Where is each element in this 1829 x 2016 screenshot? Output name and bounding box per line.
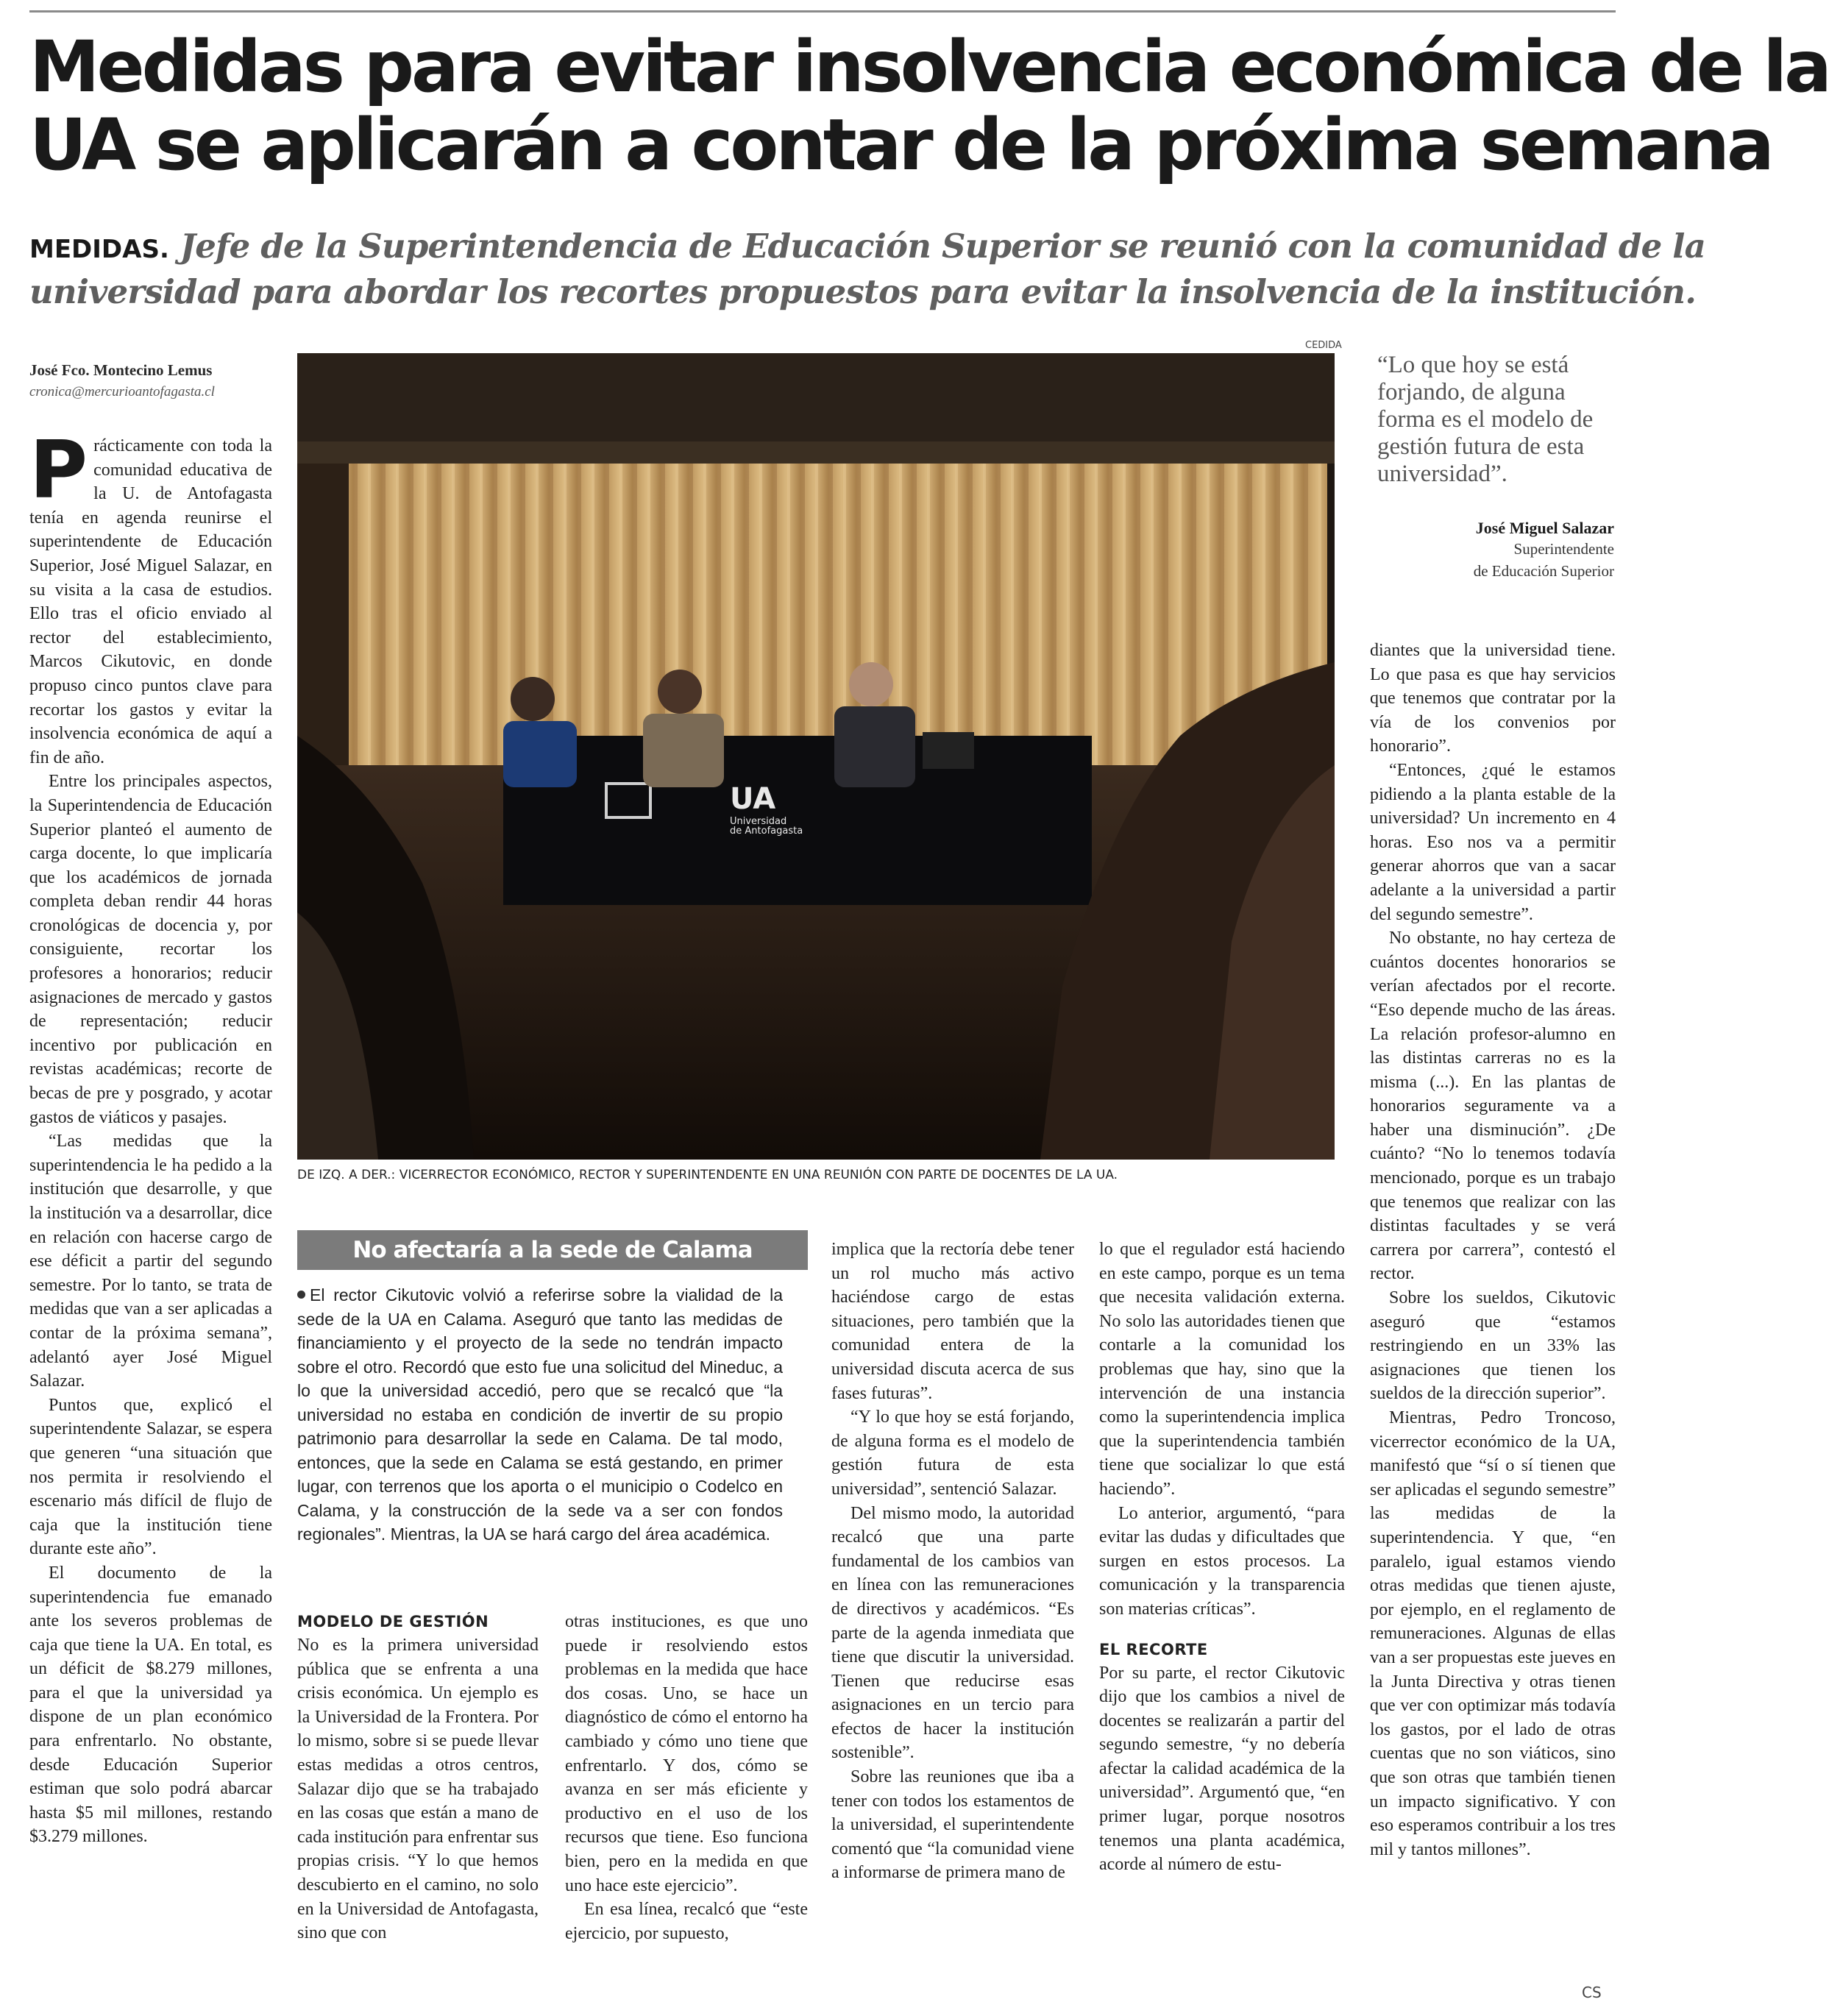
- headline-line-1: Medidas para evitar insolvencia económica de la: [29, 26, 1829, 108]
- pull-quote-text: “Lo que hoy se está forjando, de alguna forma es el modelo de gestión futura de esta universidad”.: [1377, 352, 1594, 487]
- deck-line-1: [29, 225, 1705, 271]
- byline: [29, 359, 280, 403]
- drop-cap: P: [29, 425, 88, 517]
- paragraph: “Y lo que hoy se está forjando, de alguna forma es el modelo de gestión futura de esta universidad”, sentenció Salazar.: [831, 1408, 1074, 1499]
- pull-quote-attribution: José Miguel Salazar: [1475, 519, 1614, 537]
- paragraph: No es la primera universidad pública que se enfrenta a una crisis económica. Un ejemplo es la Universidad de la Frontera. Por lo mismo, sobre si se puede llevar estas medidas a otros centros, Salazar dijo que se ha trabajado en las cosas que están a mano de cada institución para enfrentar sus propias crisis. “Y lo que hemos descubierto en el camino, no solo en la Universidad de Antofagasta, sino que con: [297, 1636, 539, 1943]
- paragraph: diantes que la universidad tiene. Lo que pasa es que hay servicios que tenemos que contratar por la vía de los convenios por honorario”.: [1370, 641, 1616, 756]
- sidebar-box-title: No afectaría a la sede de Calama: [297, 1230, 808, 1270]
- author-email[interactable]: cronica@mercurioantofagasta.cl: [29, 384, 215, 400]
- paragraph: Entre los principales aspectos, la Superintendencia de Educación Superior planteó el aumento de carga docente, lo que implicaría que los académicos de jornada completa deban rendir 44 horas cronológicas de docencia y, por consiguiente, recortar los profesores a honorarios; reducir asignaciones de mercado y gastos de representación; reducir incentivo por publicación en revistas académicas; recorte de becas de pre y posgrado, y acotar gastos de viáticos y pasajes.: [29, 772, 272, 1127]
- paragraph: Lo anterior, argumentó, “para evitar las dudas y dificultades que surgen en estos procesos. La comunicación y la transparencia son materias críticas”.: [1099, 1503, 1345, 1619]
- article-photo: [297, 353, 1335, 1160]
- logo-line-2: de Antofagasta: [730, 826, 803, 837]
- photo-caption: DE IZQ. A DER.: VICERRECTOR ECONÓMICO, RECTOR Y SUPERINTENDENTE EN UNA REUNIÓN CON PARTE DE DOCENTES DE LA UA.: [297, 1168, 1118, 1182]
- photo-credit: CEDIDA: [1305, 340, 1342, 351]
- article-column-1: [29, 425, 272, 1979]
- paragraph: otras instituciones, es que uno puede ir resolviendo estos problemas en la medida que hace dos cosas. Uno, se hace un diagnóstico de cómo el entorno ha cambiado y cómo uno tiene que enfrentarlo. Y dos, cómo se avanza en ser más eficiente y productivo en el uso de los recursos que tiene. Eso funciona bien, pero en la medida en que uno hace este ejercicio”.: [565, 1612, 808, 1895]
- paragraph: implica que la rectoría debe tener un rol mucho más activo haciéndose cargo de estas situaciones, pero también que la comunidad entera de la universidad discuta acerca de sus fases futuras”.: [831, 1240, 1074, 1403]
- sidebar-box-text: [297, 1283, 783, 1547]
- bullet-icon: [297, 1291, 305, 1299]
- deck: [29, 225, 1705, 313]
- paragraph: Mientras, Pedro Troncoso, vicerrector económico de la UA, manifestó que “sí o sí tienen que ser aplicadas el segundo semestre” las medidas de la superintendencia. Y que, “en paralelo, igual estamos viendo otras medidas que tienen ajuste, por ejemplo, en el reglamento de remuneraciones. Algunas de ellas van a ser propuestas este jueves en la Junta Directiva y otras tienen que ver con optimizar más todavía los gastos, por el lado de otras cuentas que no son viáticos, sino que son otras que también tienen un impacto significativo. Y con eso esperamos contribuir a los tres mil y tantos millones”.: [1370, 1408, 1616, 1859]
- article-column-d: [1099, 1238, 1345, 1985]
- paragraph: Sobre los sueldos, Cikutovic aseguró que “estamos restringiendo en un 33% las asignaciones que tienen los sueldos de la dirección superior”.: [1370, 1288, 1616, 1404]
- paragraph: lo que el regulador está haciendo en este campo, porque es un tema que necesita validación externa. No solo las autoridades tienen que contarle a la comunidad los problemas que hay, sino que la intervención de una instancia como la superintendencia implica que la superintendencia también tiene que socializar lo que está haciendo”.: [1099, 1240, 1345, 1499]
- article-column-c: [831, 1238, 1074, 1985]
- pull-quote: [1377, 352, 1614, 582]
- university-logo: [730, 784, 803, 836]
- author-name: José Fco. Montecino Lemus: [29, 361, 213, 379]
- end-mark-icon: CS: [1582, 1984, 1602, 2001]
- paragraph: El documento de la superintendencia fue emanado ante los severos problemas de caja que tiene la UA. En total, es un déficit de $8.279 millones, para el que la universidad ya dispone de un plan económico para enfrentarlo. No obstante, desde Educación Superior estiman que solo podrá abarcar hasta $5 mil millones, restando $3.279 millones.: [29, 1563, 272, 1847]
- sidebar-box-body: El rector Cikutovic volvió a referirse sobre la vialidad de la sede de la UA en Calama. Aseguró que tanto las medidas de financiamiento y el proyecto de la sede no tendrán impacto sobre el otro. Recordó que esto fue una solicitud del Mineduc, a lo que la universidad accedió, pero que se recalcó que “la universidad no estaba en condición de invertir de su propio patrimonio para desarrollar la sede en Calama. De tal modo, entonces, que la sede en Calama se está gestando, en primer lugar, con terrenos que los aporta o el municipio o Codelco en Calama, y la construcción de la sede va a ser con fondos regionales”. Mientras, la UA se hará cargo del área académica.: [297, 1285, 783, 1544]
- article-column-a: [297, 1610, 539, 1985]
- paragraph: “Las medidas que la superintendencia le ha pedido a la institución que desarrolle, y que la institución va a desarrollar, dice en relación con hacerse cargo de ese déficit a partir del segundo semestre. Por lo tanto, se trata de medidas que van a ser aplicadas a contar de la próxima semana”, adelantó ayer José Miguel Salazar.: [29, 1132, 272, 1391]
- paragraph: Puntos que, explicó el superintendente Salazar, se espera que generen “una situación que nos permita ir resolviendo el escenario más difícil de flujo de caja que la institución tiene durante este año”.: [29, 1395, 272, 1559]
- top-rule: [29, 10, 1616, 13]
- headline-line-2: UA se aplicarán a contar de la próxima semana: [29, 104, 1772, 186]
- paragraph: “Entonces, ¿qué le estamos pidiendo a la planta estable de la universidad? Un incremento en 4 horas. Eso nos va a permitir generar ahorros que van a sacar adelante a la universidad a partir del segundo semestre”.: [1370, 760, 1616, 924]
- article-column-right: [1370, 639, 1616, 1985]
- headline: [29, 26, 1829, 186]
- paragraph: Sobre las reuniones que iba a tener con todos los estamentos de la universidad, el superintendente comentó que “la comunidad viene a informarse de primera mano de: [831, 1767, 1074, 1883]
- deck-line-2: universidad para abordar los recortes propuestos para evitar la insolvencia de la institución.: [29, 272, 1697, 311]
- paragraph: En esa línea, recalcó que “este ejercicio, por supuesto,: [565, 1900, 808, 1943]
- section-subhead: EL RECORTE: [1099, 1640, 1208, 1658]
- article-column-b: [565, 1610, 808, 1985]
- paragraph: Del mismo modo, la autoridad recalcó que una parte fundamental de los cambios van en línea con las remuneraciones de directivos y académicos. “Es parte de la agenda inmediata que tiene que discutir la universidad. Tienen que reducirse esas asignaciones en un tercio para efectos de hacer la institución sostenible”.: [831, 1503, 1074, 1763]
- logo-line-1: Universidad: [730, 816, 787, 827]
- pull-quote-role-2: de Educación Superior: [1473, 562, 1614, 580]
- deck-text-1: Jefe de la Superintendencia de Educación Superior se reunió con la comunidad de la: [180, 227, 1705, 266]
- pull-quote-role-1: Superintendente: [1513, 540, 1614, 558]
- deck-kicker: MEDIDAS.: [29, 235, 169, 264]
- paragraph: [29, 425, 272, 770]
- meeting-photo-illustration: [297, 353, 1335, 1160]
- paragraph: Por su parte, el rector Cikutovic dijo que los cambios a nivel de docentes se realizarán a partir del segundo semestre, “y no debería afectar la calidad académica de la universidad”. Argumentó que, “en primer lugar, porque nosotros tenemos una planta académica, acorde al número de estu-: [1099, 1663, 1345, 1875]
- logo-mark: UA: [730, 782, 776, 816]
- section-subhead: MODELO DE GESTIÓN: [297, 1613, 489, 1630]
- paragraph: No obstante, no hay certeza de cuántos docentes honorarios se verían afectados por el recorte. “Eso depende mucho de las áreas. La relación profesor-alumno en las distintas carreras no es la misma (...). En las plantas de honorarios seguramente va a haber una disminución”. ¿De cuánto? “No lo tenemos todavía mencionado, porque es un trabajo que tenemos que realizar con las distintas facultades y se verá carrera por carrera”, contestó el rector.: [1370, 929, 1616, 1284]
- paragraph-text: rácticamente con toda la comunidad educativa de la U. de Antofagasta tenía en agenda reunirse el superintendente de Educación Superior, José Miguel Salazar, en su visita a la casa de estudios. Ello tras el oficio enviado al rector del establecimiento, Marcos Cikutovic, en donde propuso cinco puntos clave para recortar los gastos y evitar la insolvencia económica de aquí a fin de año.: [29, 436, 272, 767]
